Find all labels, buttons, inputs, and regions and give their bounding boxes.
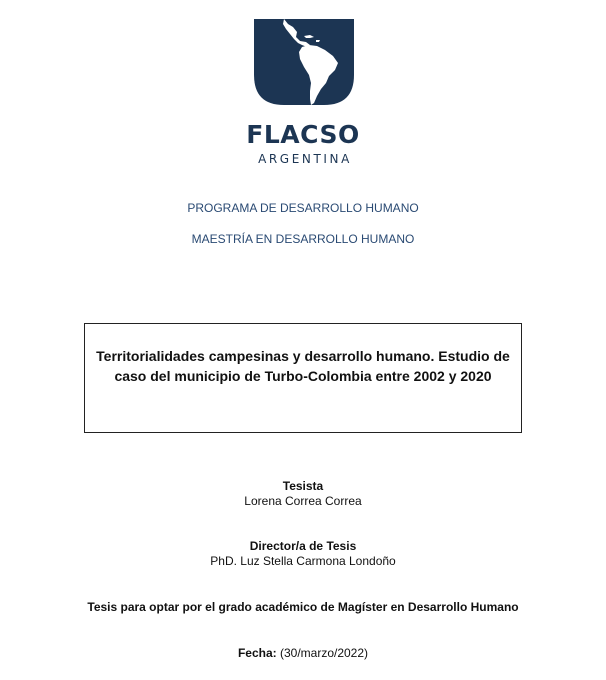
institution-subtitle: ARGENTINA	[258, 152, 352, 166]
director-label: Director/a de Tesis	[249, 539, 357, 553]
date-line	[0, 645, 606, 661]
institution-name: FLACSO	[246, 120, 360, 149]
flacso-logo	[254, 19, 354, 105]
thesis-title-box	[84, 323, 522, 433]
author-label: Tesista	[282, 479, 324, 493]
program-name: PROGRAMA DE DESARROLLO HUMANO	[187, 201, 419, 215]
thesis-title-line2: caso del municipio de Turbo-Colombia entre 2002 y 2020	[114, 368, 492, 384]
thesis-title-line1: Territorialidades campesinas y desarrollo humano. Estudio de	[96, 348, 510, 364]
date-value: (30/marzo/2022)	[279, 646, 369, 660]
author-name: Lorena Correa Correa	[244, 494, 362, 508]
degree-statement: Tesis para optar por el grado académico de Magíster en Desarrollo Humano	[87, 600, 519, 614]
director-name: PhD. Luz Stella Carmona Londoño	[210, 554, 396, 568]
masters-name: MAESTRÍA EN DESARROLLO HUMANO	[191, 232, 415, 246]
americas-map-icon	[254, 19, 354, 105]
thesis-title	[85, 346, 521, 386]
date-label: Fecha:	[237, 646, 277, 660]
